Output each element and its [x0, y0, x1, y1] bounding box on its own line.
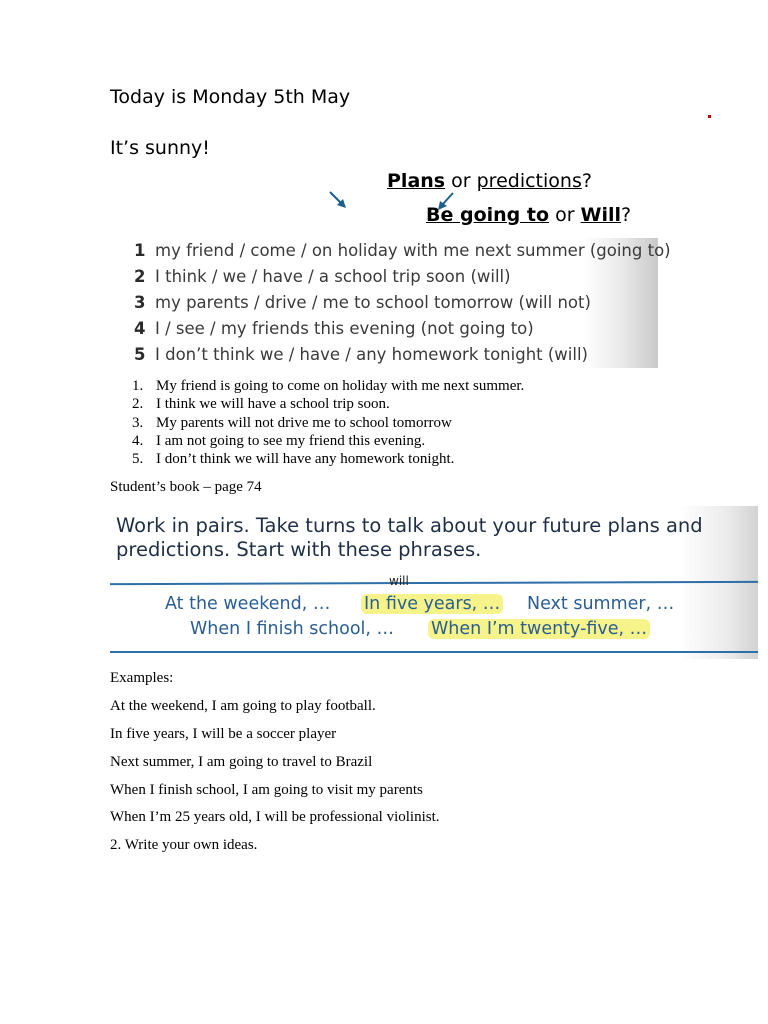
list-item: 5. I don’t think we will have any homework tonight.: [132, 451, 455, 468]
phrase-next-summer: Next summer, …: [527, 594, 675, 614]
phrase-when-im-twenty-five: When I’m twenty-five, …: [428, 619, 650, 639]
exercise-item: 5 I don’t think we / have / any homework tonight (will): [134, 345, 588, 364]
exercise-item: 2 I think / we / have / a school trip soon (will): [134, 267, 511, 286]
divider: [110, 651, 758, 653]
list-item: 3. My parents will not drive me to school tomorrow: [132, 414, 452, 431]
word-or: or: [445, 170, 477, 192]
list-item: 2. I think we will have a school trip soon.: [132, 396, 390, 413]
question-mark: ?: [581, 170, 592, 192]
book-instruction: Work in pairs. Take turns to talk about your future plans and predictions. Start with these phrases.: [116, 514, 703, 561]
task-instruction: 2. Write your own ideas.: [110, 837, 258, 854]
phrase-in-five-years: In five years, …: [361, 594, 503, 614]
word-plans: Plans: [387, 170, 446, 192]
word-or: or: [549, 204, 581, 226]
weather-line: It’s sunny!: [110, 137, 210, 159]
examples-section: [110, 670, 440, 865]
exercise-item: 1 my friend / come / on holiday with me next summer (going to): [134, 241, 671, 260]
phrase-when-i-finish-school: When I finish school, …: [190, 619, 395, 639]
example-line: At the weekend, I am going to play football.: [110, 697, 376, 714]
list-item: 4. I am not going to see my friend this evening.: [132, 432, 426, 449]
students-book-image: [110, 506, 758, 659]
phrase-at-the-weekend: At the weekend, …: [165, 594, 331, 614]
example-line: In five years, I will be a soccer player: [110, 725, 337, 742]
red-dot-mark: [708, 115, 711, 118]
page-reference: Student’s book – page 74: [110, 479, 262, 495]
examples-heading: Examples:: [110, 670, 174, 686]
phrase-be-going-to: Be going to: [426, 204, 550, 226]
heading-going-to-or-will: [426, 204, 631, 226]
example-line: Next summer, I am going to travel to Brazil: [110, 753, 373, 770]
word-will: Will: [580, 204, 622, 226]
heading-plans-or-predictions: [387, 170, 592, 192]
divider: [110, 581, 758, 585]
list-item: 1. My friend is going to come on holiday with me next summer.: [132, 378, 525, 394]
example-line: When I’m 25 years old, I will be professional violinist.: [110, 809, 440, 826]
exercise-item: 3 my parents / drive / me to school tomorrow (will not): [134, 293, 591, 312]
exercise-image: [128, 238, 671, 368]
example-line: When I finish school, I am going to visit my parents: [110, 781, 423, 798]
arrow-icon: [324, 186, 354, 216]
handwritten-will-note: will: [389, 574, 409, 588]
word-predictions: predictions: [476, 170, 582, 192]
answers-list: [110, 377, 524, 468]
question-mark: ?: [621, 204, 632, 226]
date-line: Today is Monday 5th May: [110, 86, 351, 108]
exercise-item: 4 I / see / my friends this evening (not going to): [134, 319, 534, 338]
